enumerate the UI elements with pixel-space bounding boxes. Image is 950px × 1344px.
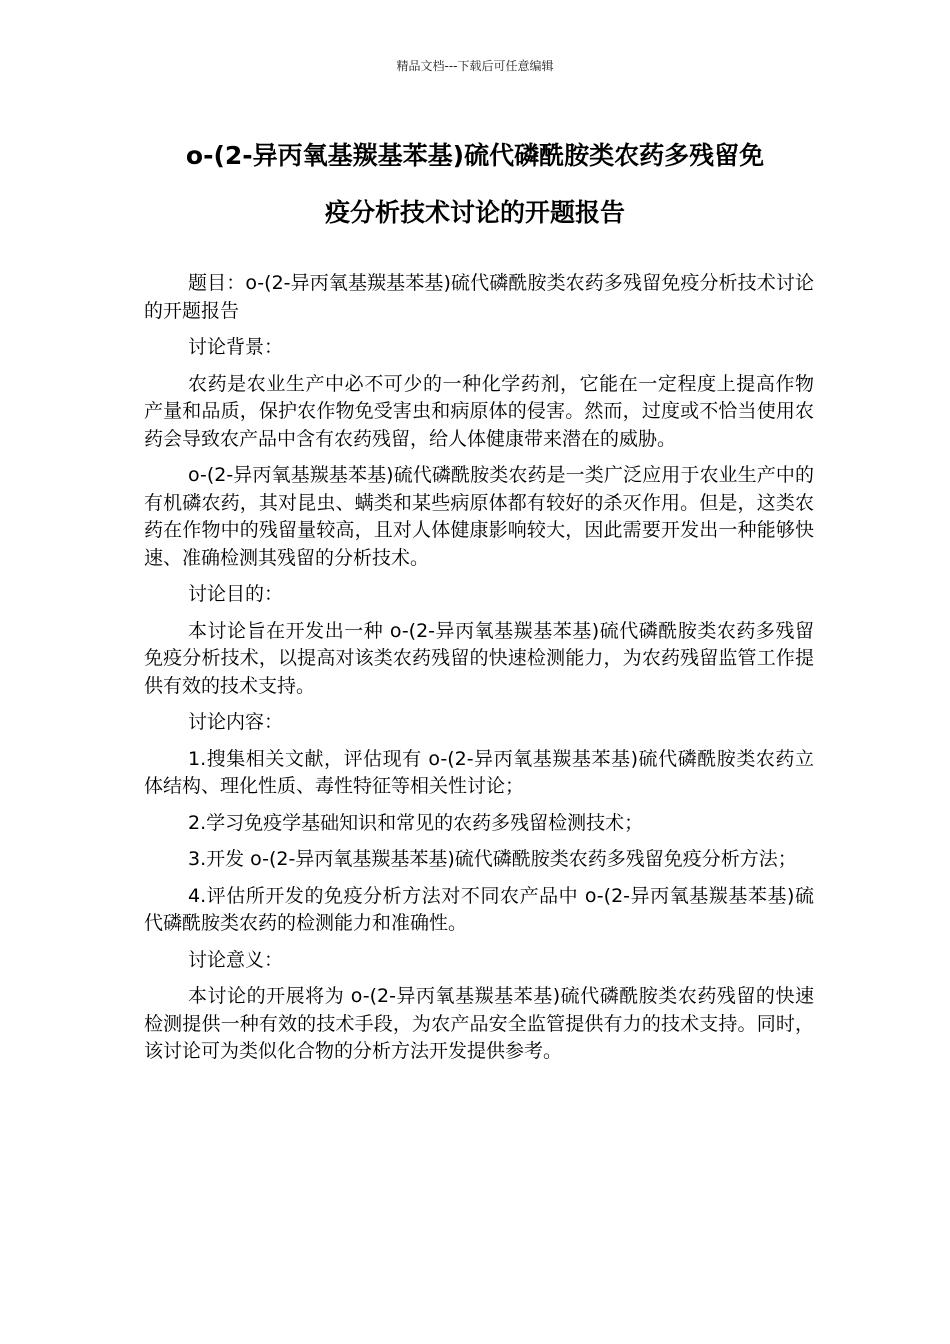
document-title-line-2: 疫分析技术讨论的开题报告: [324, 198, 625, 227]
content-item-4: 4.评估所开发的免疫分析方法对不同农产品中 o-(2-异丙氧基羰基苯基)硫代磷酰胺类农药的检测能力和准确性。: [144, 884, 814, 934]
heading-content: 讨论内容：: [188, 711, 284, 733]
heading-purpose: 讨论目的：: [188, 583, 284, 605]
document-title-line-1: o-(2-异丙氧基羰基苯基)硫代磷酰胺类农药多残留免: [185, 141, 765, 170]
paragraph-purpose: 本讨论旨在开发出一种 o-(2-异丙氧基羰基苯基)硫代磷酰胺类农药多残留免疫分析技术，以提高对该类农药残留的快速检测能力，为农药残留监管工作提供有效的技术支持。: [144, 619, 814, 697]
content-item-1: 1.搜集相关文献，评估现有 o-(2-异丙氧基羰基苯基)硫代磷酰胺类农药立体结构、理化性质、毒性特征等相关性讨论；: [144, 747, 814, 797]
page-header: 精品文档---下载后可任意编辑: [396, 59, 554, 73]
heading-significance: 讨论意义：: [188, 948, 284, 971]
content-item-3: 3.开发 o-(2-异丙氧基羰基苯基)硫代磷酰胺类农药多残留免疫分析方法；: [188, 848, 797, 870]
content-item-2: 2.学习免疫学基础知识和常见的农药多残留检测技术；: [188, 811, 644, 834]
paragraph-topic: 题目：o-(2-异丙氧基羰基苯基)硫代磷酰胺类农药多残留免疫分析技术讨论的开题报告: [144, 272, 814, 322]
paragraph-significance: 本讨论的开展将为 o-(2-异丙氧基羰基苯基)硫代磷酰胺类农药残留的快速检测提供一种有效的技术手段，为农产品安全监管提供有力的技术支持。同时，该讨论可为类似化合物的分析方法开发提供参考。: [144, 985, 814, 1062]
paragraph-background-2: o-(2-异丙氧基羰基苯基)硫代磷酰胺类农药是一类广泛应用于农业生产中的有机磷农药，其对昆虫、螨类和某些病原体都有较好的杀灭作用。但是，这类农药在作物中的残留量较高，且对人体健康影响较大，因此需要开发出一种能够快速、准确检测其残留的分析技术。: [144, 464, 814, 569]
heading-background: 讨论背景：: [188, 336, 284, 358]
document-body: [144, 270, 814, 1075]
paragraph-background-1: 农药是农业生产中必不可少的一种化学药剂，它能在一定程度上提高作物产量和品质，保护农作物免受害虫和病原体的侵害。然而，过度或不恰当使用农药会导致农产品中含有农药残留，给人体健康带来潜在的威胁。: [144, 372, 814, 450]
